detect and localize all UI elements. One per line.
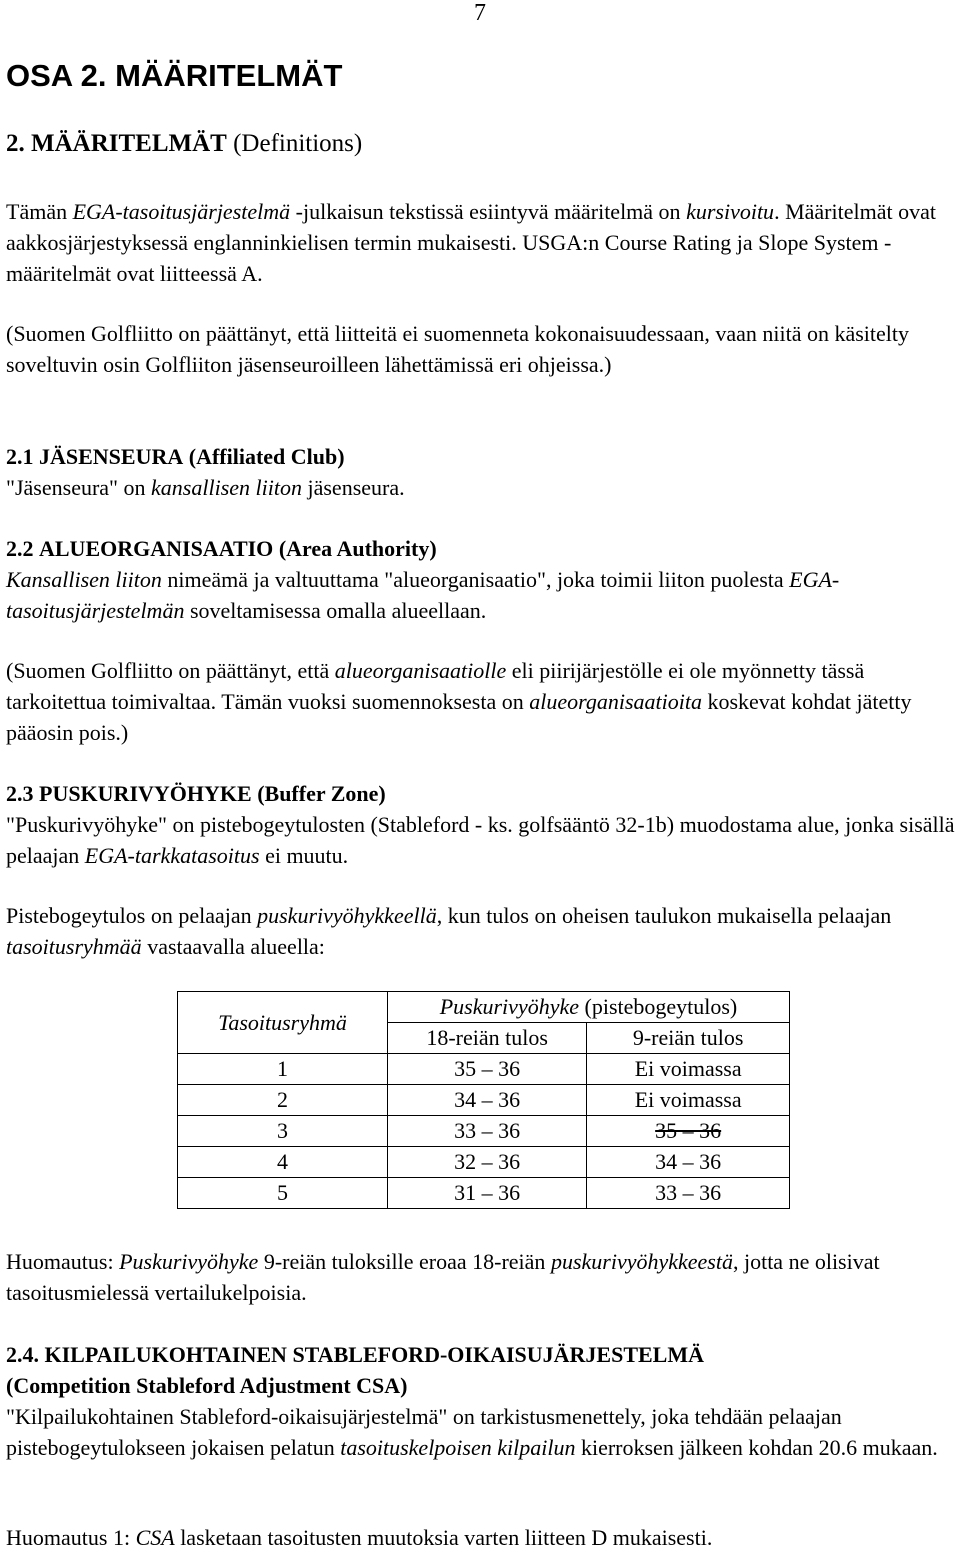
def-2-3-english: (Buffer Zone) [257, 781, 386, 806]
definition-2-4-note: Huomautus 1: CSA lasketaan tasoitusten muutoksia varten liitteen D mukaisesti. [6, 1525, 713, 1550]
group-header-cell: Tasoitusryhmä [178, 992, 388, 1054]
result-9-cell: Ei voimassa [587, 1085, 790, 1116]
definition-2-1: 2.1 JÄSENSEURA (Affiliated Club) "Jäsenseura" on kansallisen liiton jäsenseura. [6, 444, 405, 500]
definition-2-2: 2.2 ALUEORGANISAATIO (Area Authority) Kansallisen liiton nimeämä ja valtuuttama "alueorganisaatio", joka toimii liiton puolesta EGA- tasoitusjärjestelmän soveltamisessa omalla alueellaan. [6, 536, 840, 623]
col-18-header: 18-reiän tulos [388, 1023, 587, 1054]
def-2-4-english: (Competition Stableford Adjustment CSA) [6, 1373, 408, 1398]
section-number: 2. [6, 130, 25, 157]
result-18-cell: 32 – 36 [388, 1147, 587, 1178]
zone-header-cell: Puskurivyöhyke (pistebogeytulos) [388, 992, 790, 1023]
result-18-cell: 33 – 36 [388, 1116, 587, 1147]
result-9-cell: Ei voimassa [587, 1054, 790, 1085]
table-header-row [178, 992, 790, 1023]
def-2-4-term: KILPAILUKOHTAINEN STABLEFORD-OIKAISUJÄRJESTELMÄ [44, 1342, 704, 1367]
result-18-cell: 31 – 36 [388, 1178, 587, 1209]
def-2-1-english: (Affiliated Club) [188, 444, 345, 469]
group-cell: 2 [178, 1085, 388, 1116]
table-note: Huomautus: Puskurivyöhyke 9-reiän tuloksille eroaa 18-reiän puskurivyöhykkeestä, jotta ne olisivat tasoitusmielessä vertailukelpoisia. [6, 1249, 880, 1305]
col-9-header: 9-reiän tulos [587, 1023, 790, 1054]
group-cell: 5 [178, 1178, 388, 1209]
intro-note: (Suomen Golfliitto on päättänyt, että liitteitä ei suomenneta kokonaisuudessaan, vaan niitä on käsitelty soveltuvin osin Golfliiton jäsenseuroilleen lähettämissä eri ohjeissa.) [6, 321, 910, 377]
definition-2-3-paragraph-2: Pistebogeytulos on pelaajan puskurivyöhykkeellä, kun tulos on oheisen taulukon mukaisella pelaajan tasoitusryhmää vastaavalla alueella: [6, 903, 892, 959]
def-2-3-number: 2.3 [6, 781, 34, 806]
page-number: 7 [474, 0, 486, 26]
part-title: OSA 2. MÄÄRITELMÄT [6, 58, 343, 93]
definition-2-2-note: (Suomen Golfliitto on päättänyt, että alueorganisaatiolle eli piirijärjestölle ei ole myönnetty tässä tarkoitettua toimivaltaa. Tämän vuoksi suomennoksesta on alueorganisaatioita koskevat kohdat jätetty pääosin pois.) [6, 658, 912, 745]
group-cell: 3 [178, 1116, 388, 1147]
section-title-en: (Definitions) [233, 130, 363, 157]
table-row [178, 1116, 790, 1147]
buffer-zone-table [177, 991, 790, 1209]
result-9-cell [587, 1116, 790, 1147]
result-18-cell: 35 – 36 [388, 1054, 587, 1085]
result-9-cell: 34 – 36 [587, 1147, 790, 1178]
table-row [178, 1147, 790, 1178]
def-2-2-number: 2.2 [6, 536, 34, 561]
table-row [178, 1054, 790, 1085]
def-2-2-english: (Area Authority) [278, 536, 437, 561]
def-2-4-number: 2.4. [6, 1342, 39, 1367]
table-row [178, 1085, 790, 1116]
section-title-fi: MÄÄRITELMÄT [31, 130, 227, 157]
intro-paragraph: Tämän EGA-tasoitusjärjestelmä -julkaisun tekstissä esiintyvä määritelmä on kursivoitu. Määritelmät ovat aakkosjärjestyksessä englanninkielisen termin mukaisesti. USGA:n Course Rating ja Slope System -määritelmät ovat liitteessä A. [6, 199, 936, 286]
definition-2-4: 2.4. KILPAILUKOHTAINEN STABLEFORD-OIKAISUJÄRJESTELMÄ (Competition Stableford Adjustment CSA) "Kilpailukohtainen Stableford-oikaisujärjestelmä" on tarkistusmenettely, joka tehdään pelaajan pistebogeytulokseen jokaisen pelatun tasoituskelpoisen kilpailun kierroksen jälkeen kohdan 20.6 mukaan. [6, 1342, 938, 1460]
result-9-cell: 33 – 36 [587, 1178, 790, 1209]
result-18-cell: 34 – 36 [388, 1085, 587, 1116]
def-2-1-term: JÄSENSEURA [39, 444, 184, 469]
table-row [178, 1178, 790, 1209]
group-cell: 4 [178, 1147, 388, 1178]
def-2-2-term: ALUEORGANISAATIO [39, 536, 274, 561]
def-2-3-term: PUSKURIVYÖHYKE [39, 781, 252, 806]
struck-value: 35 – 36 [655, 1118, 722, 1143]
section-title [6, 130, 362, 158]
def-2-1-number: 2.1 [6, 444, 34, 469]
group-cell: 1 [178, 1054, 388, 1085]
definition-2-3: 2.3 PUSKURIVYÖHYKE (Buffer Zone) "Puskurivyöhyke" on pistebogeytulosten (Stableford - ks. golfsääntö 32-1b) muodostama alue, jonka sisällä pelaajan EGA-tarkkatasoitus ei muutu. [6, 781, 955, 868]
